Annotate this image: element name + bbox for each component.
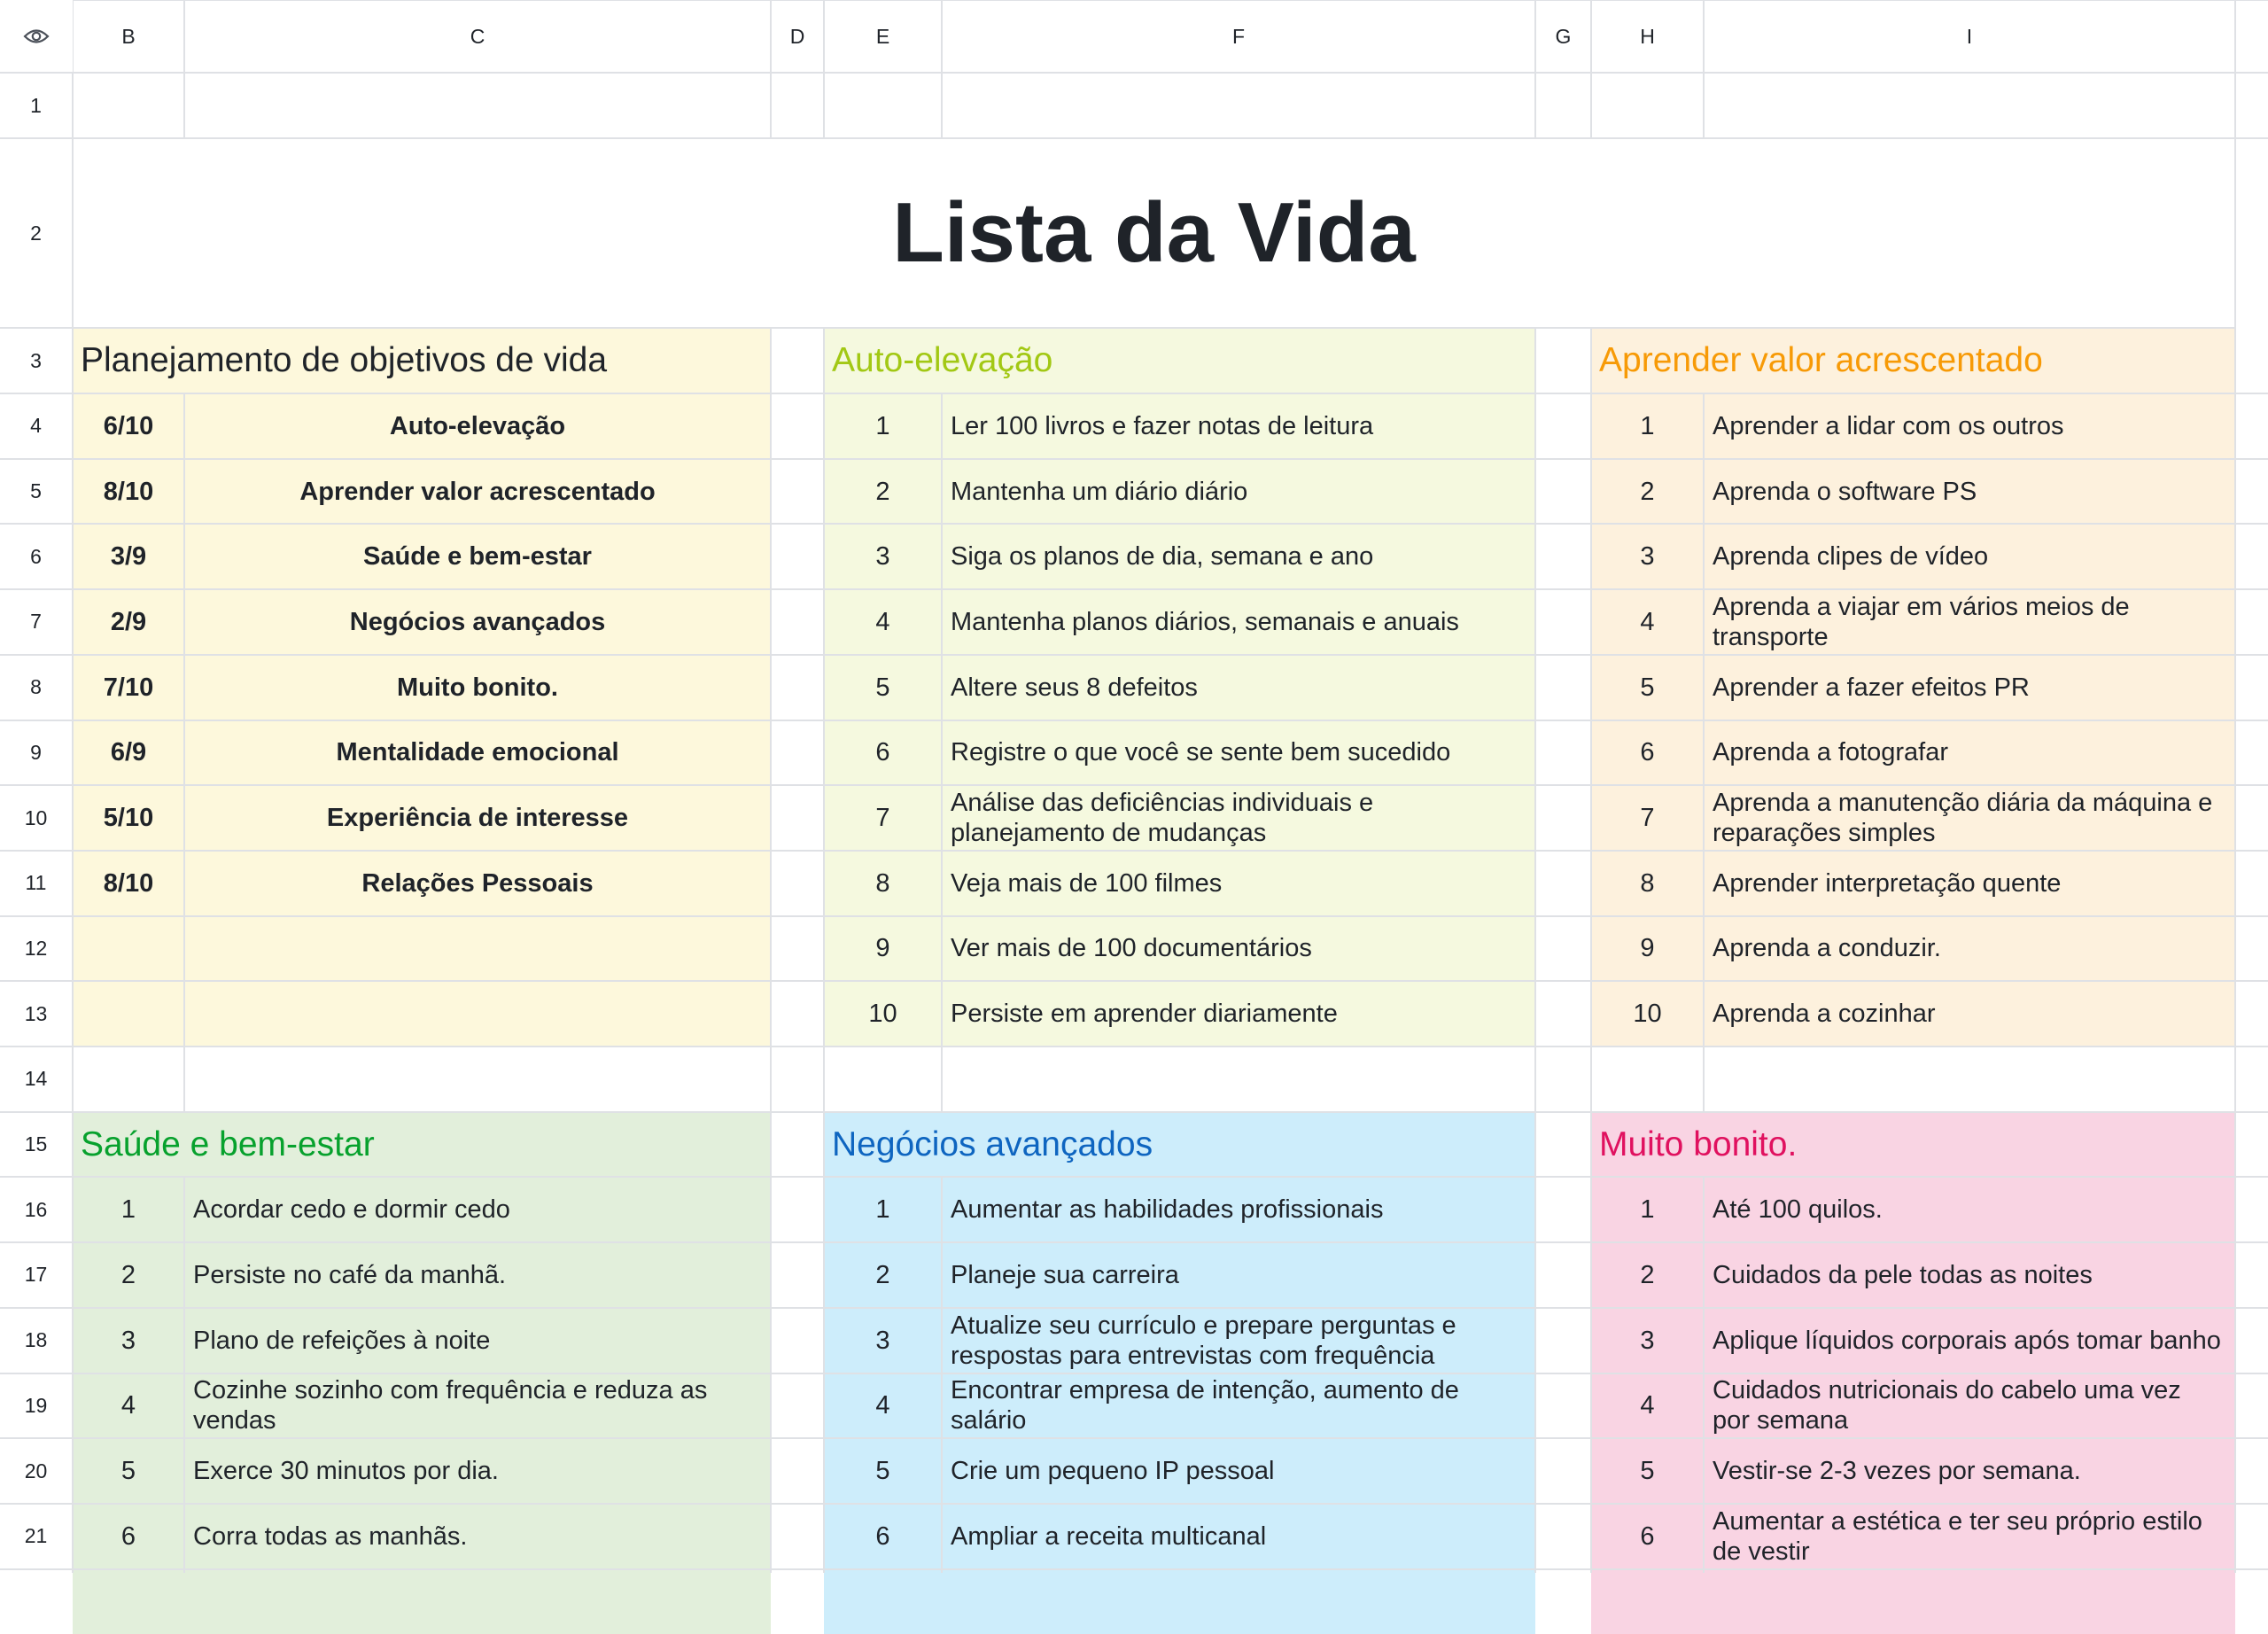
- list-item-text[interactable]: Aprenda a manutenção diária da máquina e reparações simples: [1713, 789, 2213, 848]
- list-item-number[interactable]: 1: [1640, 411, 1655, 440]
- row-header[interactable]: 6: [0, 525, 72, 588]
- list-item-number[interactable]: 1: [120, 1195, 136, 1225]
- section-title-health[interactable]: Saúde e bem-estar: [81, 1124, 375, 1163]
- list-item-number[interactable]: 4: [875, 1391, 890, 1420]
- row-header[interactable]: 8: [0, 656, 72, 720]
- planning-score[interactable]: 3/9: [110, 542, 147, 572]
- planning-score[interactable]: 6/9: [110, 738, 147, 767]
- list-item-number[interactable]: 5: [1640, 1457, 1655, 1486]
- row-header[interactable]: 7: [0, 590, 72, 654]
- section-title-self-elevation[interactable]: Auto-elevação: [832, 341, 1053, 379]
- list-item-number[interactable]: 8: [875, 868, 890, 898]
- list-item-text[interactable]: Cuidados nutricionais do cabelo uma vez por semana: [1713, 1376, 2181, 1436]
- list-item-number[interactable]: 2: [1640, 477, 1655, 506]
- row-header[interactable]: 18: [0, 1309, 72, 1373]
- list-item-text[interactable]: Ler 100 livros e fazer notas de leitura: [951, 411, 1374, 440]
- planning-category[interactable]: Muito bonito.: [397, 673, 558, 702]
- list-item-text[interactable]: Aprender a fazer efeitos PR: [1713, 673, 2030, 702]
- section-title-business[interactable]: Negócios avançados: [832, 1124, 1153, 1163]
- list-item-number[interactable]: 5: [875, 673, 890, 702]
- list-item-number[interactable]: 3: [120, 1326, 136, 1355]
- list-item-text[interactable]: Plano de refeições à noite: [193, 1326, 491, 1355]
- row-header[interactable]: 11: [0, 852, 72, 915]
- grid-line-h: [0, 72, 2268, 74]
- list-item-text[interactable]: Aprender a lidar com os outros: [1713, 411, 2064, 440]
- list-item-number[interactable]: 2: [120, 1260, 136, 1289]
- list-item-number[interactable]: 2: [875, 1260, 890, 1289]
- section-title-learning[interactable]: Aprender valor acrescentado: [1599, 341, 2043, 379]
- list-item-text[interactable]: Registre o que você se sente bem sucedido: [951, 738, 1451, 767]
- list-item-number[interactable]: 10: [1633, 1000, 1662, 1029]
- column-header-d[interactable]: D: [772, 1, 823, 72]
- column-header-i[interactable]: I: [1705, 1, 2234, 72]
- planning-score[interactable]: 8/10: [103, 868, 154, 898]
- list-item-number[interactable]: 2: [875, 477, 890, 506]
- column-header-f[interactable]: F: [943, 1, 1534, 72]
- list-item-text[interactable]: Aprenda clipes de vídeo: [1713, 542, 1989, 572]
- list-item-number[interactable]: 3: [875, 542, 890, 572]
- row-header[interactable]: 21: [0, 1505, 72, 1568]
- row-header[interactable]: 13: [0, 982, 72, 1046]
- list-item-text[interactable]: Exerce 30 minutos por dia.: [193, 1457, 499, 1486]
- list-item-text[interactable]: Siga os planos de dia, semana e ano: [951, 542, 1374, 572]
- list-item-text[interactable]: Aprender interpretação quente: [1713, 868, 2062, 898]
- row-header[interactable]: 3: [0, 329, 72, 393]
- row-header[interactable]: 15: [0, 1113, 72, 1177]
- row-header[interactable]: 12: [0, 917, 72, 981]
- row-header[interactable]: 2: [0, 139, 72, 327]
- list-item-number[interactable]: 6: [1640, 1521, 1655, 1551]
- planning-score[interactable]: 5/10: [103, 804, 154, 833]
- list-item-text[interactable]: Persiste em aprender diariamente: [951, 1000, 1338, 1029]
- planning-category[interactable]: Experiência de interesse: [326, 804, 629, 833]
- row-header[interactable]: 16: [0, 1178, 72, 1241]
- list-item-number[interactable]: 4: [875, 607, 890, 636]
- section-title-planning[interactable]: Planejamento de objetivos de vida: [81, 341, 608, 379]
- list-item-number[interactable]: 7: [1640, 804, 1655, 833]
- corner-cell[interactable]: [0, 0, 73, 72]
- list-item-text[interactable]: Planeje sua carreira: [951, 1260, 1179, 1289]
- list-item-number[interactable]: 5: [875, 1457, 890, 1486]
- list-item-number[interactable]: 1: [875, 411, 890, 440]
- row-header[interactable]: 5: [0, 460, 72, 524]
- row-header[interactable]: 20: [0, 1439, 72, 1503]
- list-item-text[interactable]: Altere seus 8 defeitos: [951, 673, 1198, 702]
- list-item-number[interactable]: 4: [120, 1391, 136, 1420]
- planning-score[interactable]: 8/10: [103, 477, 154, 506]
- list-item-text[interactable]: Ver mais de 100 documentários: [951, 934, 1312, 963]
- list-item-text[interactable]: Aplique líquidos corporais após tomar banho: [1713, 1326, 2221, 1355]
- list-item-number[interactable]: 9: [875, 934, 890, 963]
- list-item-number[interactable]: 3: [1640, 1326, 1655, 1355]
- list-item-number[interactable]: 9: [1640, 934, 1655, 963]
- list-item-text[interactable]: Cuidados da pele todas as noites: [1713, 1260, 2093, 1289]
- list-item-text[interactable]: Aprenda a fotografar: [1713, 738, 1949, 767]
- list-item-text[interactable]: Aprenda a viajar em vários meios de transporte: [1713, 592, 2130, 651]
- section-title-beauty[interactable]: Muito bonito.: [1599, 1124, 1798, 1163]
- list-item-number[interactable]: 8: [1640, 868, 1655, 898]
- row-header[interactable]: 14: [0, 1047, 72, 1111]
- row-header[interactable]: 4: [0, 394, 72, 458]
- list-item-number[interactable]: 7: [875, 804, 890, 833]
- planning-score[interactable]: 2/9: [110, 607, 147, 636]
- list-item-text[interactable]: Acordar cedo e dormir cedo: [193, 1195, 510, 1225]
- column-header-c[interactable]: C: [185, 1, 770, 72]
- list-item-number[interactable]: 2: [1640, 1260, 1655, 1289]
- row-header[interactable]: 17: [0, 1243, 72, 1307]
- list-item-number[interactable]: 10: [868, 1000, 897, 1029]
- list-item-text[interactable]: Encontrar empresa de intenção, aumento de salário: [951, 1376, 1459, 1436]
- list-item-text[interactable]: Persiste no café da manhã.: [193, 1260, 507, 1289]
- list-item-text[interactable]: Aprenda o software PS: [1713, 477, 1977, 506]
- planning-score[interactable]: 7/10: [103, 673, 154, 702]
- list-item-text[interactable]: Aumentar a estética e ter seu próprio estilo de vestir: [1713, 1506, 2202, 1566]
- list-item-text[interactable]: Veja mais de 100 filmes: [951, 868, 1223, 898]
- list-item-text[interactable]: Aumentar as habilidades profissionais: [951, 1195, 1384, 1225]
- row-header[interactable]: 19: [0, 1374, 72, 1438]
- row-header[interactable]: 10: [0, 786, 72, 850]
- row-header[interactable]: 1: [0, 74, 72, 137]
- list-item-number[interactable]: 1: [875, 1195, 890, 1225]
- list-item-text[interactable]: Aprenda a cozinhar: [1713, 1000, 1936, 1029]
- list-item-text[interactable]: Mantenha planos diários, semanais e anuais: [951, 607, 1459, 636]
- planning-category[interactable]: Negócios avançados: [349, 607, 606, 636]
- list-item-text[interactable]: Corra todas as manhãs.: [193, 1521, 468, 1551]
- column-header-h[interactable]: H: [1592, 1, 1703, 72]
- list-item-text[interactable]: Até 100 quilos.: [1713, 1195, 1883, 1225]
- list-item-text[interactable]: Crie um pequeno IP pessoal: [951, 1457, 1275, 1486]
- list-item-number[interactable]: 3: [875, 1326, 890, 1355]
- planning-category[interactable]: Mentalidade emocional: [336, 738, 619, 767]
- list-item-number[interactable]: 4: [1640, 1391, 1655, 1420]
- planning-category[interactable]: Relações Pessoais: [361, 868, 594, 898]
- list-item-number[interactable]: 4: [1640, 607, 1655, 636]
- list-item-text[interactable]: Mantenha um diário diário: [951, 477, 1248, 506]
- planning-category[interactable]: Aprender valor acrescentado: [299, 477, 656, 506]
- page-title[interactable]: Lista da Vida: [892, 185, 1416, 280]
- list-item-number[interactable]: 5: [120, 1457, 136, 1486]
- column-header-e[interactable]: E: [825, 1, 941, 72]
- list-item-number[interactable]: 3: [1640, 542, 1655, 572]
- list-item-number[interactable]: 5: [1640, 673, 1655, 702]
- list-item-number[interactable]: 6: [875, 1521, 890, 1551]
- planning-category[interactable]: Auto-elevação: [389, 411, 566, 440]
- planning-category[interactable]: Saúde e bem-estar: [363, 542, 592, 572]
- list-item-text[interactable]: Vestir-se 2-3 vezes por semana.: [1713, 1457, 2081, 1486]
- list-item-number[interactable]: 6: [120, 1521, 136, 1551]
- list-item-text[interactable]: Análise das deficiências individuais e planejamento de mudanças: [951, 789, 1374, 848]
- row-header[interactable]: 9: [0, 721, 72, 785]
- list-item-number[interactable]: 6: [875, 738, 890, 767]
- list-item-number[interactable]: 6: [1640, 738, 1655, 767]
- column-header-b[interactable]: B: [74, 1, 183, 72]
- list-item-text[interactable]: Cozinhe sozinho com frequência e reduza as vendas: [193, 1376, 708, 1436]
- list-item-text[interactable]: Aprenda a conduzir.: [1713, 934, 1941, 963]
- column-header-g[interactable]: G: [1536, 1, 1590, 72]
- list-item-text[interactable]: Atualize seu currículo e prepare perguntas e respostas para entrevistas com frequência: [951, 1311, 1456, 1370]
- eye-icon[interactable]: [23, 27, 50, 46]
- planning-score[interactable]: 6/10: [103, 411, 154, 440]
- list-item-number[interactable]: 1: [1640, 1195, 1655, 1225]
- list-item-text[interactable]: Ampliar a receita multicanal: [951, 1521, 1267, 1551]
